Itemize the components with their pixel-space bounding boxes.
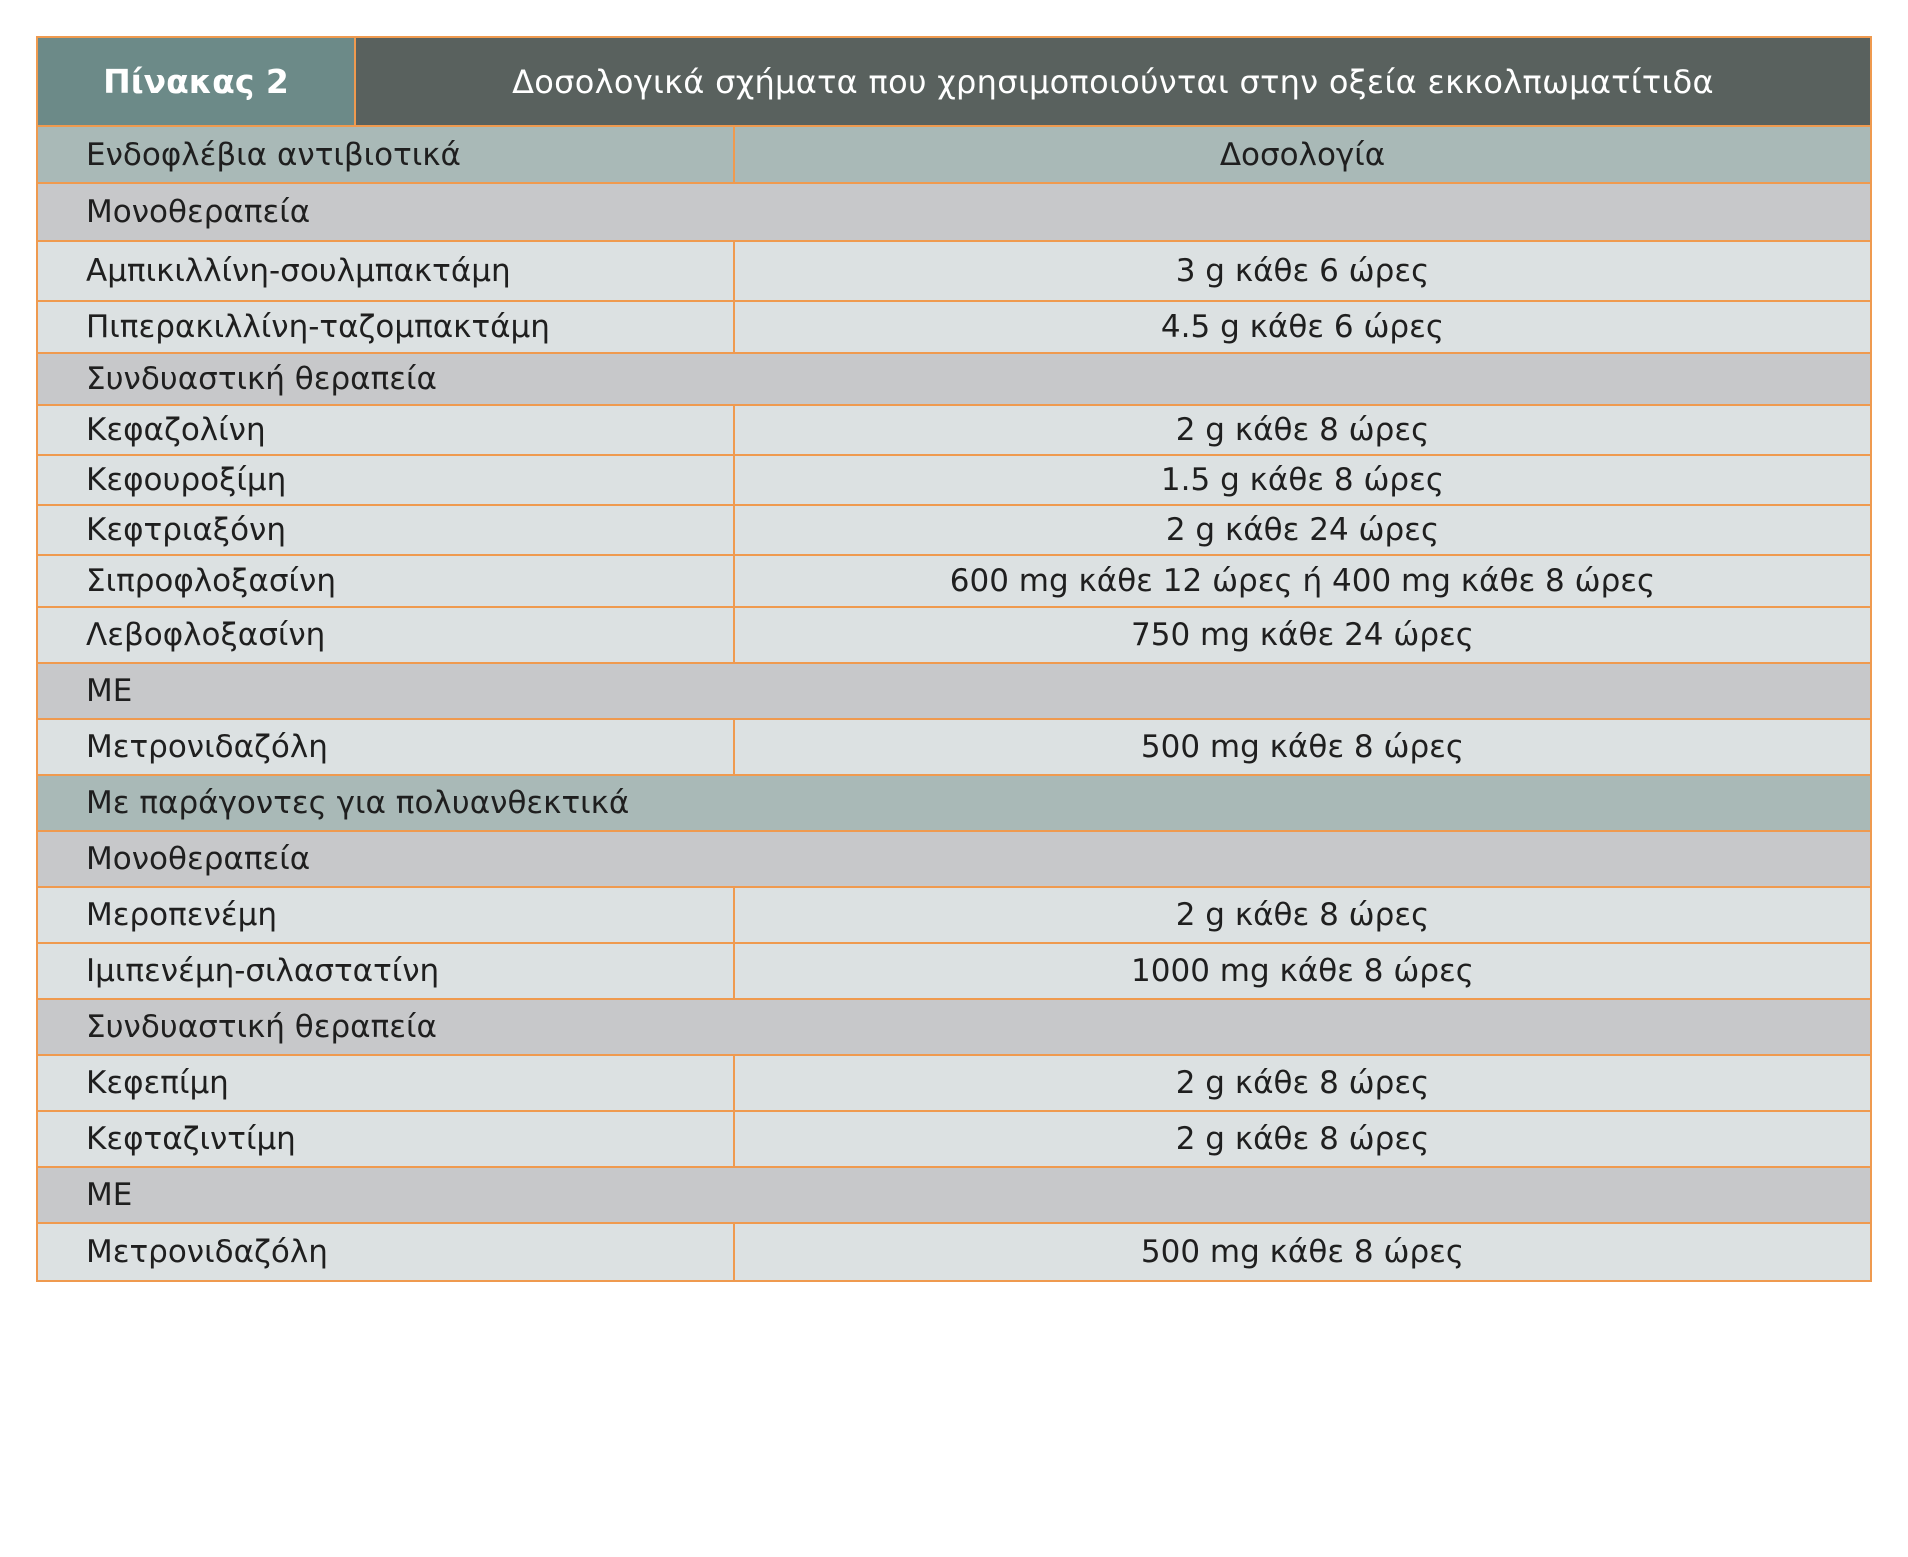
column-header-row	[38, 127, 1870, 184]
drug-name-cell: Μετρονιδαζόλη	[38, 720, 735, 774]
dose-cell: 2 g κάθε 8 ώρες	[1175, 1065, 1430, 1101]
dosage-table	[36, 36, 1872, 1282]
section-header-row	[38, 354, 1870, 406]
table-row	[38, 302, 1870, 354]
drug-name-cell: Μετρονιδαζόλη	[38, 1224, 735, 1280]
section-label: ΜΕ	[86, 1177, 133, 1213]
drug-name-cell: Ιμιπενέμη-σιλαστατίνη	[38, 944, 735, 998]
drug-name-cell: Αμπικιλλίνη-σουλμπακτάμη	[38, 242, 735, 300]
column-header-drug: Ενδοφλέβια αντιβιοτικά	[38, 127, 735, 182]
drug-name-cell: Κεφτριαξόνη	[38, 506, 735, 554]
dose-cell: 4.5 g κάθε 6 ώρες	[1160, 309, 1445, 345]
table-row	[38, 456, 1870, 506]
table-row	[38, 506, 1870, 556]
table-row	[38, 406, 1870, 456]
dose-cell: 2 g κάθε 8 ώρες	[1175, 412, 1430, 448]
dose-cell: 3 g κάθε 6 ώρες	[1175, 253, 1430, 289]
group-header-row	[38, 776, 1870, 832]
drug-name-cell: Σιπροφλοξασίνη	[38, 556, 735, 606]
section-label: Μονοθεραπεία	[86, 194, 311, 230]
section-header-row	[38, 184, 1870, 242]
section-header-row	[38, 1168, 1870, 1224]
drug-name-cell: Κεφταζιντίμη	[38, 1112, 735, 1166]
dose-cell: 1000 mg κάθε 8 ώρες	[1131, 953, 1474, 989]
table-row	[38, 944, 1870, 1000]
table-number-label: Πίνακας 2	[38, 38, 356, 125]
drug-name-cell: Μεροπενέμη	[38, 888, 735, 942]
table-row	[38, 888, 1870, 944]
dose-cell: 2 g κάθε 8 ώρες	[1175, 1121, 1430, 1157]
table-title-row	[38, 38, 1870, 127]
dose-cell: 1.5 g κάθε 8 ώρες	[1160, 462, 1445, 498]
table-row	[38, 242, 1870, 302]
table-row	[38, 556, 1870, 608]
group-label: Με παράγοντες για πολυανθεκτικά	[86, 785, 630, 821]
dose-cell: 2 g κάθε 24 ώρες	[1165, 512, 1440, 548]
dose-cell: 500 mg κάθε 8 ώρες	[1140, 1234, 1465, 1270]
table-row	[38, 1056, 1870, 1112]
section-label: Συνδυαστική θεραπεία	[86, 1009, 437, 1045]
section-label: ΜΕ	[86, 673, 133, 709]
dose-cell: 600 mg κάθε 12 ώρες ή 400 mg κάθε 8 ώρες	[949, 563, 1656, 599]
table-body	[38, 184, 1870, 1280]
section-header-row	[38, 832, 1870, 888]
drug-name-cell: Πιπερακιλλίνη-ταζομπακτάμη	[38, 302, 735, 352]
table-row	[38, 720, 1870, 776]
column-header-dose: Δοσολογία	[1219, 136, 1386, 173]
table-row	[38, 1112, 1870, 1168]
dose-cell: 2 g κάθε 8 ώρες	[1175, 897, 1430, 933]
table-title: Δοσολογικά σχήματα που χρησιμοποιούνται στην οξεία εκκολπωματίτιδα	[356, 38, 1870, 125]
drug-name-cell: Κεφαζολίνη	[38, 406, 735, 454]
drug-name-cell: Κεφουροξίμη	[38, 456, 735, 504]
drug-name-cell: Λεβοφλοξασίνη	[38, 608, 735, 662]
table-row	[38, 608, 1870, 664]
section-header-row	[38, 1000, 1870, 1056]
table-row	[38, 1224, 1870, 1280]
drug-name-cell: Κεφεπίμη	[38, 1056, 735, 1110]
section-header-row	[38, 664, 1870, 720]
dose-cell: 750 mg κάθε 24 ώρες	[1131, 617, 1474, 653]
section-label: Συνδυαστική θεραπεία	[86, 361, 437, 397]
dose-cell: 500 mg κάθε 8 ώρες	[1140, 729, 1465, 765]
section-label: Μονοθεραπεία	[86, 841, 311, 877]
